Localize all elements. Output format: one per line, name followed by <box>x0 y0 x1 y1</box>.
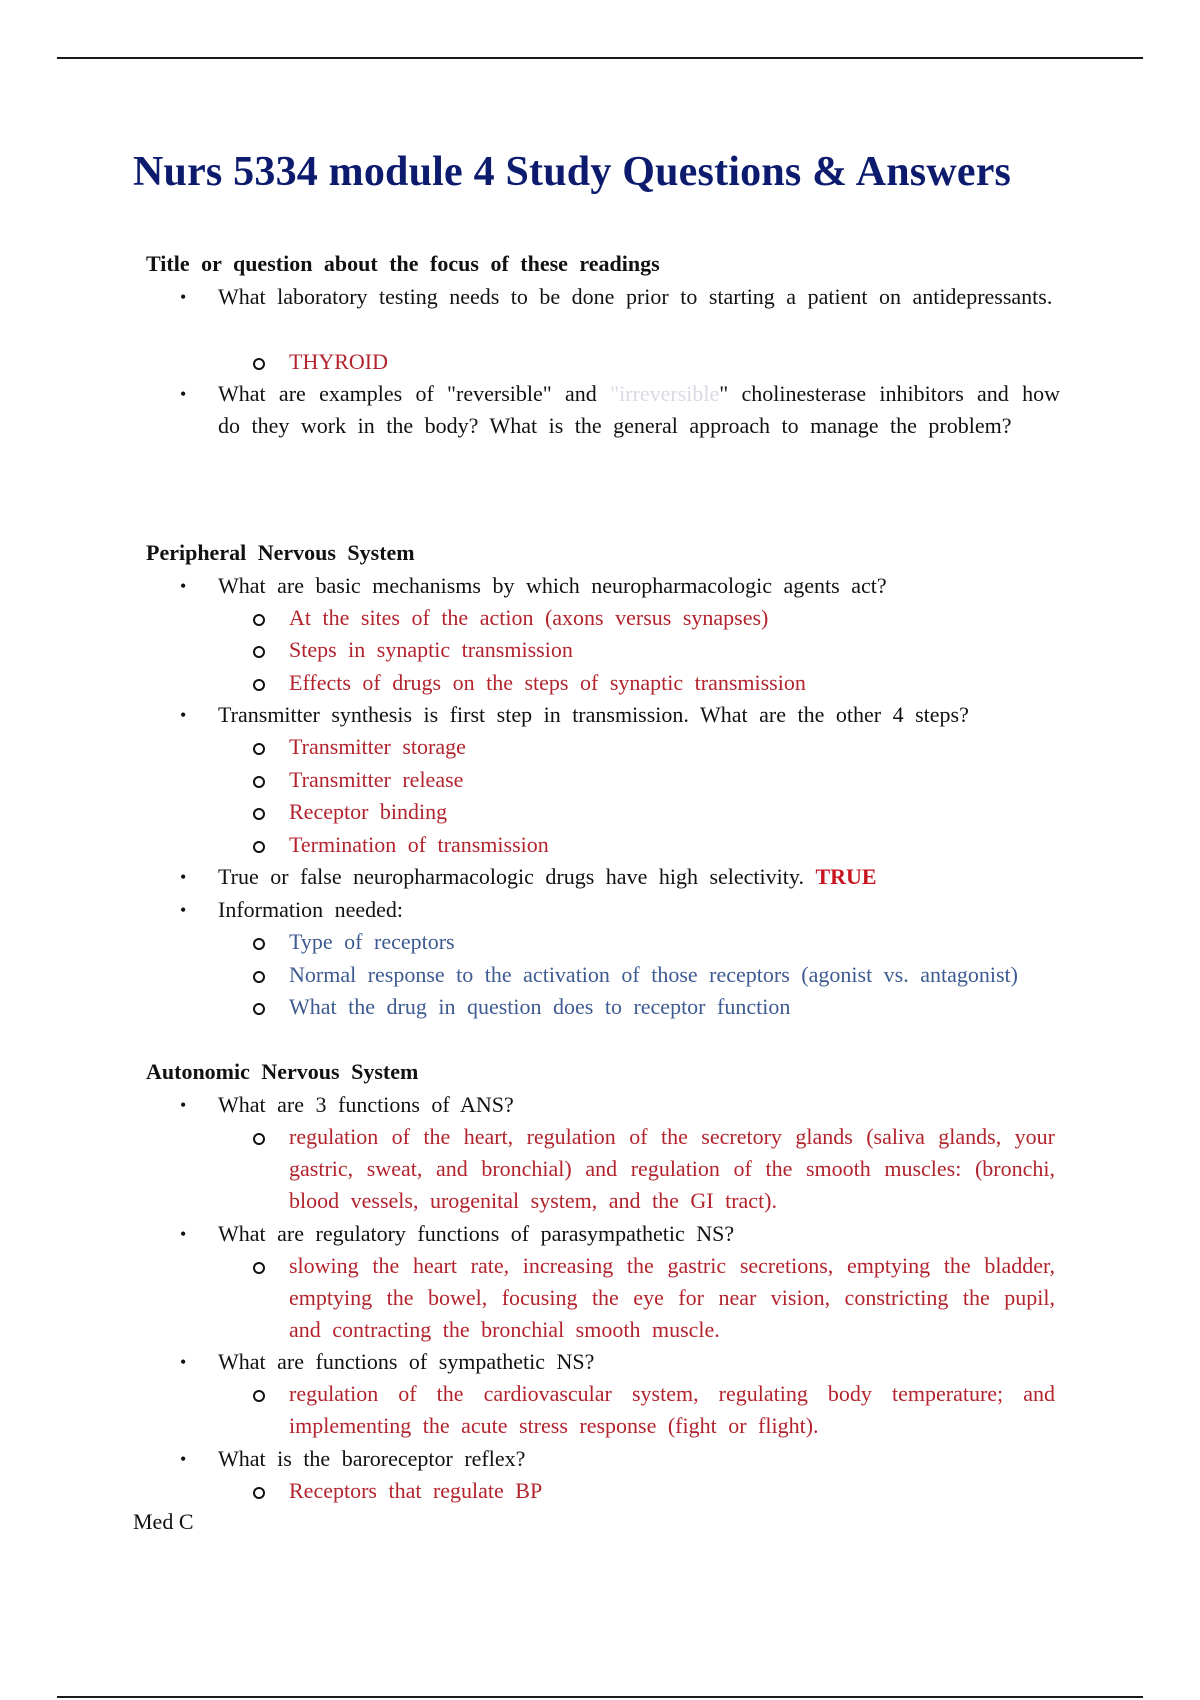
sub-bullet-icon <box>253 938 265 950</box>
bottom-rule <box>57 1696 1143 1698</box>
list-item <box>253 346 1053 378</box>
sub-bullet-icon <box>253 1133 265 1145</box>
list-item <box>180 861 1060 893</box>
list-item <box>253 764 1053 796</box>
list-item <box>180 1089 1060 1121</box>
sub-bullet-icon <box>253 776 265 788</box>
question-text: What laboratory testing needs to be done prior to starting a patient on antidepressants. <box>218 284 1053 309</box>
sub-bullet-icon <box>253 646 265 658</box>
list-item <box>253 1378 1053 1442</box>
sub-bullet-icon <box>253 1003 265 1015</box>
sub-bullet-icon <box>253 679 265 691</box>
bullet-icon: • <box>180 900 187 920</box>
sub-bullet-icon <box>253 614 265 626</box>
question-text: What are basic mechanisms by which neuropharmacologic agents act? <box>218 573 887 598</box>
answer-text: Receptor binding <box>289 799 448 824</box>
question-text: What is the baroreceptor reflex? <box>218 1446 526 1471</box>
sub-bullet-icon <box>253 808 265 820</box>
list-item <box>253 667 1053 699</box>
list-item <box>253 991 1103 1023</box>
sub-bullet-icon <box>253 1390 265 1402</box>
sub-bullet-icon <box>253 358 265 370</box>
bullet-icon: • <box>180 1224 187 1244</box>
section-heading-ans: Autonomic Nervous System <box>146 1059 419 1084</box>
answer-text: regulation of the heart, regulation of the secretory glands (saliva glands, your gastric, sweat, and bronchial) and regulation of the smooth muscles: (bronchi, blood vessels, urogenital system, and the GI tract). <box>289 1124 1055 1213</box>
page-title: Nurs 5334 module 4 Study Questions & Answers <box>133 149 1012 195</box>
list-item <box>253 959 1103 991</box>
list-item <box>253 634 1053 666</box>
bullet-icon: • <box>180 867 187 887</box>
list-item <box>253 731 1053 763</box>
sub-bullet-icon <box>253 743 265 755</box>
sub-bullet-icon <box>253 841 265 853</box>
list-item <box>180 570 1060 602</box>
footer-label: Med C <box>133 1509 194 1534</box>
list-item <box>253 926 1103 958</box>
bullet-icon: • <box>180 384 187 404</box>
bullet-icon: • <box>180 1095 187 1115</box>
question-text <box>218 861 877 893</box>
faded-text: "irreversible <box>610 381 720 406</box>
section-heading-pns: Peripheral Nervous System <box>146 540 415 565</box>
answer-text: Effects of drugs on the steps of synaptic transmission <box>289 670 806 695</box>
question-text: What are 3 functions of ANS? <box>218 1092 514 1117</box>
list-item <box>253 602 1053 634</box>
top-rule <box>57 57 1143 59</box>
bullet-icon: • <box>180 576 187 596</box>
question-text <box>218 378 1060 442</box>
list-item <box>180 1443 1060 1475</box>
list-item <box>180 894 1060 926</box>
question-text: Transmitter synthesis is first step in transmission. What are the other 4 steps? <box>218 702 969 727</box>
answer-text: THYROID <box>289 349 388 374</box>
answer-text: Termination of transmission <box>289 832 549 857</box>
answer-text: Transmitter release <box>289 767 464 792</box>
list-item <box>180 1346 1060 1378</box>
list-item <box>253 1121 1053 1217</box>
question-text-part: What are examples of "reversible" and <box>218 381 611 406</box>
bullet-icon: • <box>180 287 187 307</box>
info-text: Type of receptors <box>289 929 455 954</box>
list-item <box>180 378 1060 474</box>
sub-bullet-icon <box>253 971 265 983</box>
list-item <box>180 281 1060 345</box>
question-text: What are regulatory functions of parasympathetic NS? <box>218 1221 735 1246</box>
bullet-icon: • <box>180 1352 187 1372</box>
answer-text: At the sites of the action (axons versus synapses) <box>289 605 769 630</box>
sub-bullet-icon <box>253 1262 265 1274</box>
question-text: What are functions of sympathetic NS? <box>218 1349 595 1374</box>
bullet-icon: • <box>180 705 187 725</box>
answer-text: regulation of the cardiovascular system, regulating body temperature; and implementing the acute stress response (fight or flight). <box>289 1381 1055 1438</box>
question-text: Information needed: <box>218 897 403 922</box>
answer-text: slowing the heart rate, increasing the gastric secretions, emptying the bladder, emptying the bowel, focusing the eye for near vision, constricting the pupil, and contracting the bronchial smooth muscle. <box>289 1253 1055 1342</box>
bullet-icon: • <box>180 1449 187 1469</box>
answer-text: Transmitter storage <box>289 734 466 759</box>
list-item <box>253 1475 1053 1507</box>
info-text: Normal response to the activation of those receptors (agonist vs. antagonist) <box>289 962 1018 987</box>
question-text-part: " cholinesterase inhibitors and how do they work in the body? What is the general approach to manage the problem? <box>218 381 1060 438</box>
list-item <box>180 1218 1060 1250</box>
list-item <box>253 796 1053 828</box>
list-item <box>253 829 1053 861</box>
list-item <box>180 699 1060 731</box>
section-heading-readings: Title or question about the focus of these readings <box>146 251 660 276</box>
answer-text: TRUE <box>815 864 877 889</box>
answer-text: Receptors that regulate BP <box>289 1478 543 1503</box>
list-item <box>253 1250 1053 1346</box>
sub-bullet-icon <box>253 1487 265 1499</box>
info-text: What the drug in question does to receptor function <box>289 994 791 1019</box>
answer-text: Steps in synaptic transmission <box>289 637 573 662</box>
question-text-part: True or false neuropharmacologic drugs have high selectivity. <box>218 864 804 889</box>
